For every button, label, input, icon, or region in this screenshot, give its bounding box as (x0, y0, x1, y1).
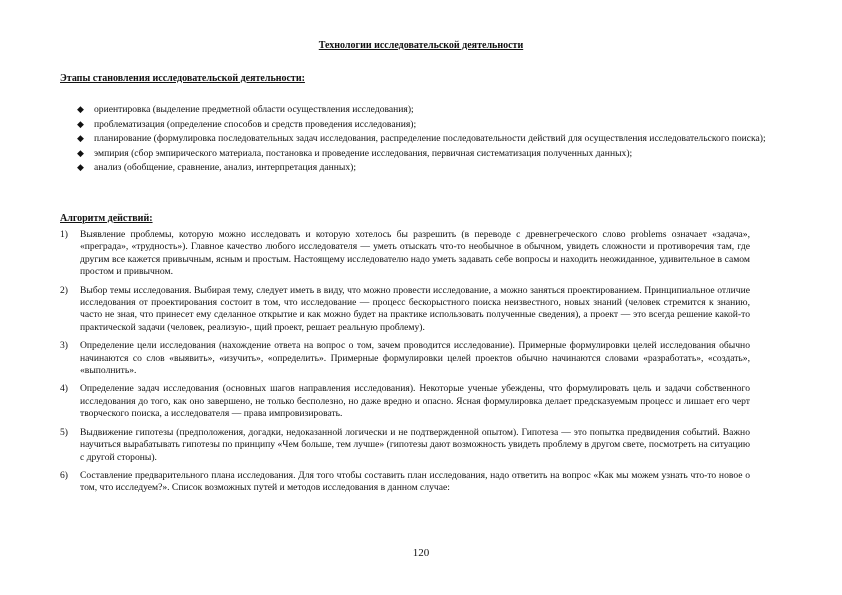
algorithm-steps-list (60, 229, 750, 501)
stage-item (60, 148, 804, 160)
stage-item (60, 104, 804, 116)
algorithm-step (60, 427, 750, 464)
diamond-bullet-icon: ◆ (77, 133, 84, 144)
stage-item (60, 119, 804, 131)
stage-item (60, 162, 804, 174)
step-text: Выявление проблемы, которую можно исследовать и которую хотелось бы разрешить (в переводе с древнегреческого слово problems означает «задача», «преграда», «трудность»). Главное качество любого исследователя — уметь отыскать что-то необычное в обычном, увидеть сложности и противоречия там, где другим все кажется привычным, ясным и простым. Настоящему исследователю надо уметь задавать себе вопросы и находить неожиданное, удивительное в самом простом и привычном. (80, 229, 750, 278)
algorithm-step (60, 340, 750, 377)
diamond-bullet-icon: ◆ (77, 118, 84, 129)
step-number: 5) (60, 426, 68, 438)
stages-list (60, 104, 804, 177)
stage-item (60, 133, 804, 145)
step-number: 3) (60, 340, 68, 352)
document-title: Технологии исследовательской деятельности (318, 40, 524, 51)
stage-text: ориентировка (выделение предметной области осуществления исследования); (94, 104, 414, 115)
step-text: Определение задач исследования (основных шагов направления исследования). Некоторые ученые убеждены, что формулировать цель и задачи собственного исследования до того, как оно завершено, не только бесполезно, но даже вредно и опасно. Ясная формулировка делает предсказуемым процесс и лишает его черт творческого поиска, а исследователя — права импровизировать. (80, 383, 750, 420)
step-number: 2) (60, 284, 68, 296)
page-number: 120 (412, 547, 430, 559)
step-text: Выдвижение гипотезы (предположения, догадки, недоказанной логически и не подтвержденной опытом). Гипотеза — это попытка предвидения событий. Важно научиться вырабатывать гипотезы по принципу «Чем больше, тем лучше» (гипотезы дают возможность увидеть проблему в другом свете, посмотреть на ситуацию с другой стороны). (80, 426, 750, 463)
algorithm-step (60, 470, 750, 495)
step-number: 1) (60, 229, 68, 240)
algorithm-heading: Алгоритм действий: (60, 213, 153, 224)
stage-text: проблематизация (определение способов и средств проведения исследования); (94, 118, 417, 130)
diamond-bullet-icon: ◆ (77, 147, 84, 158)
stage-text: анализ (обобщение, сравнение, анализ, интерпретация данных); (94, 162, 357, 174)
diamond-bullet-icon: ◆ (77, 104, 84, 114)
step-number: 6) (60, 469, 68, 481)
step-text: Определение цели исследования (нахождение ответа на вопрос о том, зачем проводится исследование). Примерные формулировки целей исследования обычно начинаются со слов «выявить», «изучить», «определить». Примерные формулировки целей проектов обычно начинаются словами «разработать», «создать», «выполнить». (80, 340, 750, 377)
stages-heading: Этапы становления исследовательской деятельности: (60, 73, 305, 84)
step-text: Составление предварительного плана исследования. Для того чтобы составить план исследования, надо ответить на вопрос «Как мы можем узнать что-то новое о том, что исследуем?». Список возможных путей и методов исследования в данном случае: (80, 469, 750, 494)
stage-text: планирование (формулировка последовательных задач исследования, распределение последовательности действий для осуществления исследовательского поиска); (94, 133, 766, 145)
algorithm-step (60, 383, 750, 420)
stage-text: эмпирия (сбор эмпирического материала, постановка и проведение исследования, первичная систематизация полученных данных); (94, 147, 633, 159)
algorithm-step (60, 285, 750, 335)
step-text: Выбор темы исследования. Выбирая тему, следует иметь в виду, что можно провести исследование, а можно заняться проектированием. Принципиальное отличие исследования от проектирования состоит в том, что исследование — процесс бескорыстного поиска неизвестного, новых знаний (человек стремится к знанию, часто не зная, что принесет ему сделанное открытие и как можно будет на практике использовать полученные сведения), а проект — это всегда решение какой-то практической задачи (человек, реализую-, щий проект, решает реальную проблему). (80, 284, 750, 333)
diamond-bullet-icon: ◆ (77, 162, 84, 173)
step-number: 4) (60, 383, 68, 395)
algorithm-step (60, 229, 750, 279)
